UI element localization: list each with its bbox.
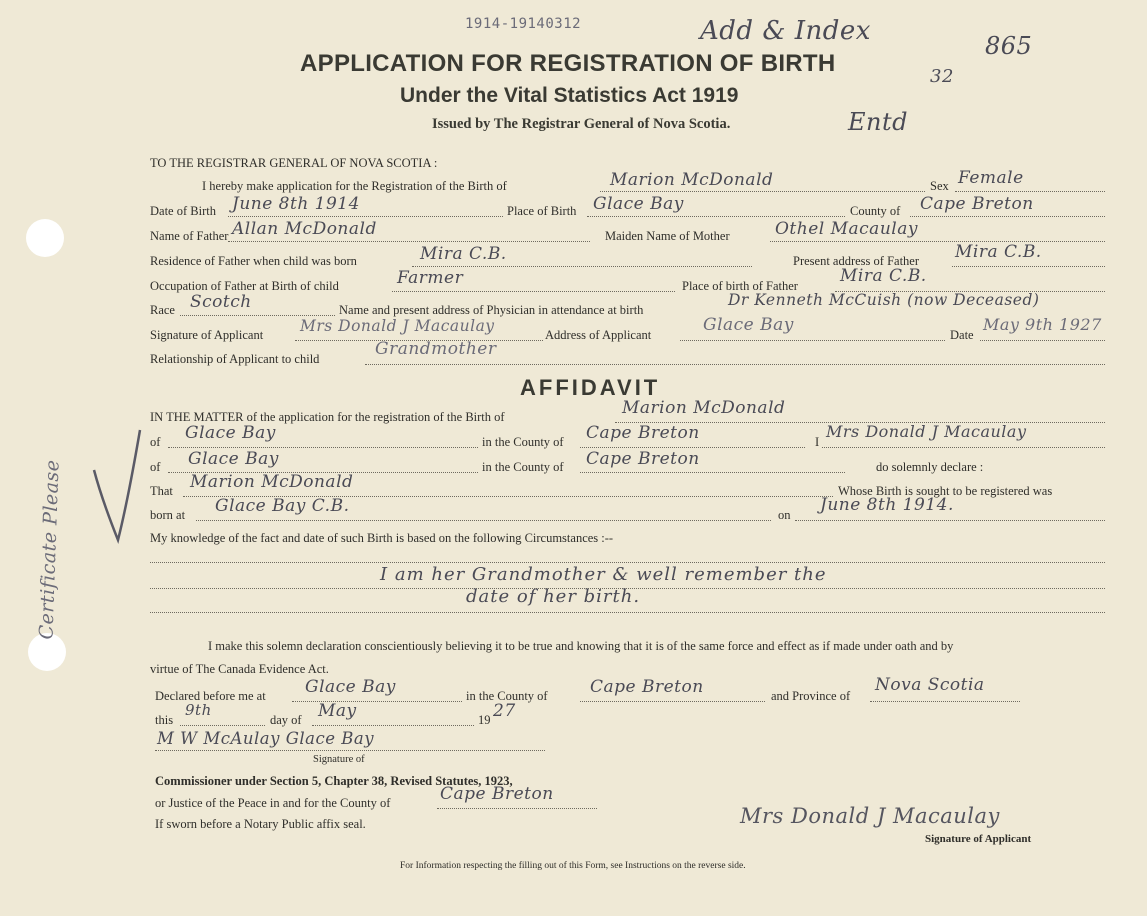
county-label: County of: [850, 204, 901, 218]
month-value: May: [318, 701, 357, 721]
dob-label: Date of Birth: [150, 204, 216, 218]
residence-value: Mira C.B.: [420, 244, 507, 264]
year-suffix: 27: [493, 701, 516, 721]
physician-label: Name and present address of Physician in attendance at birth: [339, 303, 644, 317]
residence-label: Residence of Father when child was born: [150, 254, 357, 268]
occupation-label: Occupation of Father at Birth of child: [150, 279, 339, 293]
this-label: this: [155, 713, 174, 727]
dob-value: June 8th 1914: [232, 194, 360, 214]
physician-value: Dr Kenneth McCuish (now Deceased): [728, 291, 1040, 309]
county-value: Cape Breton: [920, 194, 1034, 214]
notary-line: If sworn before a Notary Public affix seal.: [155, 817, 366, 831]
applicant-signature-label: Signature of Applicant: [925, 833, 1032, 845]
applicant-sig-value: Mrs Donald J Macaulay: [300, 317, 495, 335]
applicant-address-value: Glace Bay: [703, 315, 794, 335]
circumstance-line-1: I am her Grandmother & well remember the: [380, 564, 827, 585]
punch-hole-top: [26, 219, 64, 257]
applicant-signature: Mrs Donald J Macaulay: [740, 804, 1000, 828]
sex-label: Sex: [930, 179, 949, 193]
day-value: 9th: [185, 701, 212, 719]
born-at-label: born at: [150, 508, 186, 522]
on-label: on: [778, 508, 791, 522]
in-county-label-1: in the County of: [482, 435, 564, 449]
county-value-2: Cape Breton: [586, 449, 700, 469]
father-birthplace-label: Place of birth of Father: [682, 279, 798, 293]
declared-place: Glace Bay: [305, 677, 396, 697]
applicant-address-label: Address of Applicant: [545, 328, 652, 342]
mother-label: Maiden Name of Mother: [605, 229, 730, 243]
province-label: and Province of: [771, 689, 851, 703]
declaration-line-2: virtue of The Canada Evidence Act.: [150, 662, 329, 676]
to-registrar: TO THE REGISTRAR GENERAL OF NOVA SCOTIA :: [150, 156, 438, 170]
present-address-value: Mira C.B.: [955, 242, 1042, 262]
form-subtitle: Under the Vital Statistics Act 1919: [400, 84, 739, 107]
date-value: May 9th 1927: [983, 315, 1102, 334]
relationship-value: Grandmother: [375, 339, 497, 359]
form-title: APPLICATION FOR REGISTRATION OF BIRTH: [300, 50, 836, 77]
declared-label: Declared before me at: [155, 689, 266, 703]
date-label: Date: [950, 328, 974, 342]
circumstance-line-2: date of her birth.: [466, 586, 641, 607]
child-name: Marion McDonald: [610, 170, 774, 190]
of-label-1: of: [150, 435, 161, 449]
declare-label: do solemnly declare :: [876, 460, 984, 474]
side-note: Certificate Please: [35, 459, 64, 640]
commissioner-line: Commissioner under Section 5, Chapter 38, Revised Statutes, 1923,: [155, 774, 513, 788]
race-value: Scotch: [190, 292, 252, 312]
province-value: Nova Scotia: [875, 675, 985, 695]
jp-line: or Justice of the Peace in and for the County of: [155, 796, 391, 810]
declared-county: Cape Breton: [590, 677, 704, 697]
number-32: 32: [930, 66, 954, 87]
matter-label: IN THE MATTER of the application for the registration of the Birth of: [150, 410, 505, 424]
matter-name: Marion McDonald: [622, 398, 786, 418]
of-place-2: Glace Bay: [188, 449, 279, 469]
entered-mark: Entd: [848, 108, 908, 136]
intro-label: I hereby make application for the Registration of the Birth of: [202, 179, 507, 193]
county-value-1: Cape Breton: [586, 423, 700, 443]
affidavit-heading: AFFIDAVIT: [520, 375, 661, 400]
commissioner-signature: M W McAulay Glace Bay: [157, 729, 375, 748]
race-label: Race: [150, 303, 175, 317]
of-place-1: Glace Bay: [185, 423, 276, 443]
number-865: 865: [985, 32, 1033, 60]
year-prefix: 19: [478, 713, 491, 727]
i-label: I: [815, 435, 820, 449]
that-name: Marion McDonald: [190, 472, 354, 492]
declared-county-label: in the County of: [466, 689, 548, 703]
on-date: June 8th 1914.: [820, 495, 954, 515]
issued-by: Issued by The Registrar General of Nova Scotia.: [432, 116, 731, 132]
check-mark-icon: [88, 420, 148, 560]
file-number: 1914-19140312: [465, 16, 582, 32]
knowledge-label: My knowledge of the fact and date of such Birth is based on the following Circumstances :--: [150, 531, 614, 545]
add-index-note: Add & Index: [700, 16, 871, 46]
declarant-name: Mrs Donald J Macaulay: [826, 422, 1027, 441]
day-of-label: day of: [270, 713, 302, 727]
place-of-birth-label: Place of Birth: [507, 204, 577, 218]
jp-county: Cape Breton: [440, 784, 554, 804]
sex-value: Female: [958, 168, 1024, 188]
that-label: That: [150, 484, 173, 498]
born-at-value: Glace Bay C.B.: [215, 496, 350, 516]
father-label: Name of Father: [150, 229, 229, 243]
place-of-birth-value: Glace Bay: [593, 194, 684, 214]
signature-of-label: Signature of: [313, 754, 365, 765]
whose-birth-label: Whose Birth is sought to be registered was: [838, 484, 1053, 498]
present-address-label: Present address of Father: [793, 254, 920, 268]
mother-value: Othel Macaulay: [775, 219, 918, 239]
father-value: Allan McDonald: [232, 219, 377, 239]
relationship-label: Relationship of Applicant to child: [150, 352, 320, 366]
occupation-value: Farmer: [397, 268, 464, 288]
footer-note: For Information respecting the filling out of this Form, see Instructions on the reverse side.: [400, 861, 746, 871]
father-birthplace-value: Mira C.B.: [840, 266, 927, 286]
of-label-2: of: [150, 460, 161, 474]
in-county-label-2: in the County of: [482, 460, 564, 474]
declaration-line-1: I make this solemn declaration conscientiously believing it to be true and knowing that it is of the same force and effect as if made under oath and by: [208, 639, 954, 653]
applicant-sig-label: Signature of Applicant: [150, 328, 264, 342]
